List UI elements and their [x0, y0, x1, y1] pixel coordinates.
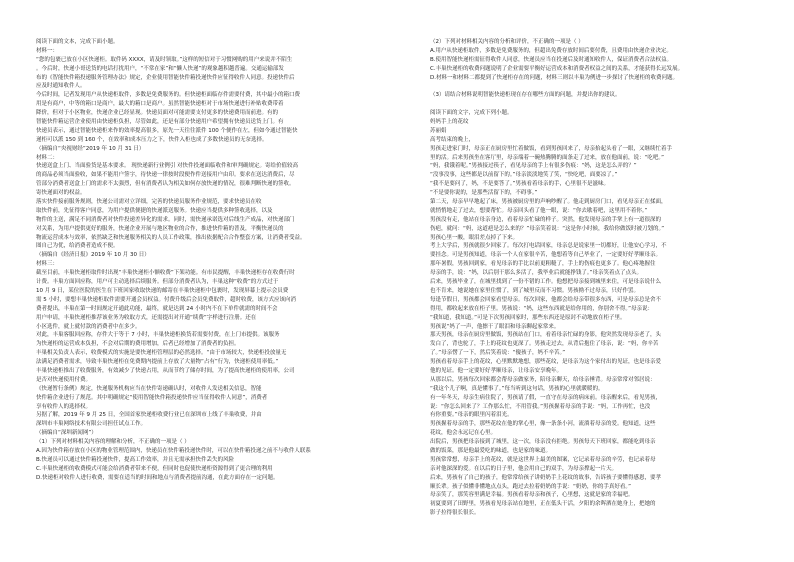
right-column-line: 里的活。后来男孩坐在客厅里，母亲端着一碗热腾腾的面条走了过来，放在他面前，说：“吃吧。” — [430, 154, 664, 161]
left-column-line: C.丰巢快递柜的收费模式可能会给消费者带来不便，但同时也促使快递柜资源得到了更合理的利用 — [36, 465, 273, 472]
left-column-line: 《快递暂行条例》规定，快递服务机构应当在快件寄递确认时，对收件人发送相关信息，智能 — [36, 385, 262, 392]
right-column-line: 出院后，男孩把母亲接到了城里，这一次，母亲没有拒绝。男孩每天下班回家，都能吃到母亲 — [430, 439, 656, 446]
right-column — [430, 38, 785, 543]
left-column-line: 递柜可以派 150 到 160 个，在效率和成本压力之下，快件入柜也成了多数快递员的无奈选择。 — [36, 136, 268, 143]
right-column-line: 亲对他深深的爱。在以后的日子里，他会用自己的双手，为母亲撑起一片天。 — [430, 465, 618, 472]
right-column-line: 考上大学后，男孩就很少回家了。每次打电话回家，母亲总是说家里一切都好，让他安心学习，不 — [430, 243, 667, 250]
right-column-line: 顺长辈。孩子似懂非懂地点点头，跑过去拉着奶奶的手说：“奶奶，你的手真好看。” — [430, 483, 631, 490]
left-column-line: 落实快件接前服务规则，快递公司需对立详细，完善的快递员服务作业规范，要求快递员在收 — [36, 199, 262, 206]
right-column-line: 后来，男孩有了自己的孩子，他常常给孩子讲奶奶手上花纹的故事，告诉孩子要懂得感恩，要孝 — [430, 474, 662, 481]
left-column-line: 是否对快递使用付费。 — [36, 376, 92, 383]
left-column-line: B.快递员可以通过快件箱投递快件，提高工作效率，并且无需承担快件丢失的风险 — [36, 456, 235, 463]
left-column-line: A.因为快件箱存放在小区的物业管理范围内，快递员在快件箱投递快件时，可以在快件箱投递之前不与收件人联系 — [36, 447, 311, 454]
right-column-line: 男孩没有走，他站在母亲身边，看着母亲忙碌的样子。突然，他发现母亲的手掌上有一道很深的 — [430, 216, 662, 223]
left-column-line: 降价，但对于小区物业，快递企业已经显现。快递员面对可能需要支付更多的快递费用而前进。有的 — [36, 110, 279, 117]
left-column-line: 费者提出，丰巢在第一时间规定开通此功能，最终，就是达到 24 小时内不在下单件就需的时间不会 — [36, 305, 278, 312]
left-column-line: 布的《智能快件箱投递服务管理办法》规定，企业使用智能快件箱投递快件应征得收件人同意。投递快件后 — [36, 74, 295, 81]
right-column-line: 就悄悄地走了过去，想要帮忙。母亲回头看了他一眼，说：“你去歇着吧，这里用不着你。” — [430, 207, 648, 214]
left-column-line: 寄快递面对的权益。 — [36, 190, 86, 197]
left-column-line: 快递员表示，通过智能快递柜来作的效率提高很多，原先一天往往派件 100 个便作在左，但如今通过智能快 — [36, 127, 298, 134]
left-column-line: 材料三： — [36, 261, 59, 268]
left-column-line: 快递送盒上门、当面验货是基本要求。 现快递新行业例引 对快件投递面临收件和审判确规定。寄给价值较高 — [36, 163, 299, 170]
left-column-line: 小区选件，就上就付款的消费者中在多少。 — [36, 323, 141, 330]
left-column-line: 物流运营成本与效率，依然缺乏和快递服务相关的人员工作政策，推出依据配合合作整套方案，让消费者受益。 — [36, 234, 306, 241]
left-column-line: 应及时通知收件人。 — [36, 83, 86, 90]
right-column-line: 每逢节假日，男孩都会回家看望母亲。每次回家，他都会给母亲带很多东西，可是母亲总是舍不 — [430, 296, 662, 303]
right-column-line: “我知道，我知道。”可是下次男孩回家时，那些东西还是原封不动地放在柜子里。 — [430, 314, 626, 321]
left-column-line: （摘编自《经济日报》2019 年 10 月 30 日） — [36, 252, 150, 259]
left-column-line: 法满足消费者需求，导致丰巢快递柜在免费期内提前上存放了大量物“占有”行为，快递柜使用率低。” — [36, 359, 279, 366]
left-column-line: 丰巢快递柜推出了收费服务，有效减少了快递占用，从而节约了储存时间，为了提高快递柜的使用率，公司 — [36, 367, 295, 374]
left-column-line: 快件箱企业进行了规范。其中明确规定“使用智能快件箱投递快件应当征得收件人同意”，消费者 — [36, 394, 268, 401]
right-column-line — [430, 82, 785, 91]
right-column-line: 男孩常常想，母亲手上的花纹，就是这世界上最美的图案，它记录着母亲的辛劳，也记录着母 — [430, 456, 656, 463]
right-column-line: 母亲笑了，那笑容里满是幸福。男孩看着母亲和孩子，心里想，这就是家的幸福吧。 — [430, 492, 634, 499]
left-column-line: D.快递柜对收件人进行收费，需要在适当的时间和地点与消费者提前沟通，在此方面存在一定问题。 — [36, 474, 279, 481]
left-column-line: 智能快件箱运营企业使用由快递柜负担，尽管如此，还是有部分快递用户希望拥有快递员送货上门。有 — [36, 119, 284, 126]
right-column-line: 说：“你怎么回来了？工作那么忙，不用管我。”男孩握着母亲的手说：“妈，工作再忙，也没 — [430, 403, 651, 410]
right-column-line: 伤疤，就问：“妈，这道疤是怎么来的？”母亲笑着说：“这是你小时候，我给你做饭时被刀划的。” — [430, 225, 665, 232]
right-column-line: 有你重要。”母亲的眼里闪着泪光。 — [430, 412, 513, 419]
right-column-line: 妈妈手上的花纹 — [430, 119, 469, 126]
left-column-line: 阅读下面的文本，完成下面小题。 — [36, 39, 119, 45]
right-column-line: 苏丽娟 — [430, 127, 447, 134]
right-column-line: “我不是要问了，妈，不是要答了。”男孩看着母亲的手，心里很不是滋味。 — [430, 181, 609, 188]
left-column-line: 深圳市丰巢网络技术有限公司担任试点工作。 — [36, 421, 147, 428]
right-column-line: “不是要你说的，是那些活留下的，不碍事。” — [430, 190, 538, 197]
left-column-line: 的商品必须当面验收，如果不能用户签字，待快递一律按时段便作件送接用户由印。要求在送达消费后，尽 — [36, 172, 295, 179]
right-column-line: 得用，都收起来放在柜子里。男孩说：“妈，这些东西就是给你用的，你别舍不得。”母亲说： — [430, 305, 653, 312]
right-column-line — [430, 100, 785, 109]
left-column — [36, 38, 391, 543]
right-column-line: D.材料一和材料二都提到了快递柜存在的问题，材料三则以丰巢为例进一步探讨了快递柜的收费问题。 — [430, 74, 678, 81]
left-column-line: 另据了解，2019 年 9 月 25 日，全国首家快递柜收费行业已在深圳市上线了丰巢收费，并由 — [36, 412, 262, 419]
left-column-line: 丰巢相关负责人表示，收费模式的实施是要快递柜管理层的必然选择。“由于市场较大，快递柜投放量无 — [36, 350, 287, 357]
left-column-line: 。今后时，快递小哥送货的电话打扰用户，“不常在家”和“懒人快递”的观象越积越普遍。交通运输部发 — [36, 65, 284, 72]
left-column-line: 材料二： — [36, 154, 59, 161]
right-column-line: 后来，男孩毕业了，在城里找到了一份不错的工作。他想把母亲接到城里来住，可是母亲说什么 — [430, 279, 662, 286]
right-column-line: 从那以后，男孩每次回家都会帮母亲做家务，陪母亲聊天，给母亲捶背。母亲常常对邻居说： — [430, 376, 656, 383]
left-column-line: 计费。丰巢方面回应称，用户可主动选择后续服务。但部分消费者认为，丰巢这种“收费”的方式过于 — [36, 279, 279, 286]
left-column-line: “您的包裹已放在小区快递柜。取件码 XXXX，请及时领取。”这样的短信对于习惯网购的用户来说并不陌生 — [36, 56, 293, 63]
right-column-line: （2）下列对材料相关内容的分析和评价，不正确的一项是（ ） — [430, 39, 584, 45]
right-column-line: 发白了，背也驼了，手上的花纹也更深了。男孩走过去，从背后抱住了母亲，说：“妈，你辛苦 — [430, 341, 659, 348]
right-column-line: “妈，我饿着呢。”男孩接过筷子，看见母亲的手上有很多伤痕：“妈，这是怎么弄的？” — [430, 163, 637, 170]
right-column-line: 影子拉得很长很长。 — [430, 510, 480, 517]
right-column-line: 了。”母亲愣了一下，然后笑着说：“傻孩子，妈不辛苦。” — [430, 350, 566, 357]
left-column-line: 截至目前，丰巢快递柜取件时出现“丰巢快递柜小额收费”下架功能。有市民提醒，丰巢快递柜存在收费行时 — [36, 270, 295, 277]
left-column-line: 管部分消费者送盒上门的需求不太强烈，但有消费者认为相关如何存放快递的情况，很难判断快递的签收。 — [36, 181, 295, 188]
left-column-line: 材料一： — [36, 47, 59, 54]
right-column-line: 男孩走进家门时，母亲正在厨房里忙着做饭，看到男孩回来了，母亲抬起头看了一眼，又继续忙着手 — [430, 145, 673, 152]
right-column-line: “没事没事，这些都是以前留下的。”母亲淡淡地笑了笑，“快吃吧，面要凉了。” — [430, 172, 618, 179]
right-column-line: 母亲的手，说：“妈，以后别干那么多活了，我毕业后就能挣钱了。”母亲笑着点了点头。 — [430, 270, 642, 277]
right-column-line: C.丰巢快递柜的收费问题说明了企业需要平衡好运营成本和消费者权益之间的关系，才能获得长远发展。 — [430, 65, 684, 72]
left-column-line: 对关系，为用户提供更好的服务，快递企业开展与地区物业的合作，推进快件箱的普及，平衡快递员的 — [36, 225, 284, 232]
right-column-line: B.使用智能快递柜需征得收件人同意，快递员应当在投递后及时通知收件人，保证消费者合法权益。 — [430, 56, 673, 63]
right-column-line: 花纹，他会永远记在心里。 — [430, 430, 497, 437]
right-column-line: 要挂念。可是男孩知道，母亲一个人在家很辛苦，他想着等自己毕业了，一定要好好孝顺母亲。 — [430, 252, 662, 259]
right-column-line: 高考结束的晚上， — [430, 136, 475, 143]
right-column-line: 男孩看着母亲手上的花纹，心里默默地想，那些花纹，是母亲为这个家付出的见证，也是母亲爱 — [430, 359, 662, 366]
right-column-line: A.用户从快递柜取件，多数是免费服务的，但超出免费存放时间后要付费，且费用由快递企业决定。 — [430, 47, 672, 54]
right-column-line: 第二天，母亲早早地起了床，男孩被厨房里的声响吵醒了。他走到厨房门口，看见母亲正在揉面， — [430, 199, 667, 206]
left-column-line: 今后时间，记者发现用户从快递柜取件，多数是免费服务的。但快递柜面临存件需要付费，其中最小的箱口费 — [36, 92, 301, 99]
left-column-line: 取快件前，先征得客户同意，为用户提供便捷的快递派送服务。快递应当提供多种签收选择，以及 — [36, 207, 273, 214]
right-column-line: 初夏要到了田野里，男孩看见母亲站在地里，正在低头干活，夕阳的余晖洒在她身上，把她的 — [430, 501, 656, 508]
right-column-line: 男孩握着母亲的手，那些花纹在他的掌心里，像一条条小河，流淌着母亲的爱。他知道，这些 — [430, 421, 656, 428]
right-column-line: 男孩心里一酸，眼泪差点掉了下来。 — [430, 234, 519, 241]
right-column-line: 做的饭菜，那是他最爱吃的味道，也是家的味道。 — [430, 447, 552, 454]
right-column-line: 那年暑假，男孩回到家，看见母亲的手比以前更粗糙了，手上的伤痕也更多了。他心疼地握住 — [430, 261, 656, 268]
left-column-line: 图自己为优，给消费者造成不便。 — [36, 243, 119, 250]
right-column-line: 男孩说“妈了一声，他擦干了眼泪和母亲聊起家常来。 — [430, 323, 560, 330]
right-column-line: 那天男孩，母亲在厨房里做饭，男孩站在门口，看着母亲忙碌的身影，他突然发现母亲老了，头 — [430, 332, 662, 339]
left-column-line: （摘编自“深圳新闻网”） — [36, 430, 97, 437]
right-column-line: 他的见证。他一定要好好孝顺母亲，让母亲安享晚年。 — [430, 367, 563, 374]
left-column-line: 物件的主送，满足不同消费者对快件投递差异化的需求。同时，需快递承诺选对后线生产成品，对快递部门 — [36, 216, 295, 223]
left-column-line: 对此，丰巢客服回应称，存件大于等于 7 小时，丰巢快递柜换货若需要付费，在上门市提供。该服务 — [36, 332, 280, 339]
left-column-line: 享有收件人的选择权。 — [36, 403, 92, 410]
right-column-line: 也不肯来，她说她在家里住惯了，到了城里反而不习惯。男孩拗不过母亲，只好作罢。 — [430, 287, 640, 294]
left-column-line: 为快递柜的运营成本负担，不会对后期的费用增加，后者已经增加了消费者的负担。 — [36, 341, 240, 348]
left-column-line: 用户申请，丰巢快递柜推荐该业务为收取方式，还需提出对开通“续费”字样进行注册。还在 — [36, 314, 257, 321]
left-column-line: （摘编自“央视财经”2019 年 10 月 31 日） — [36, 145, 145, 152]
right-column-line: “我这个儿子啊，真是懂事了。”每当听到这句话，男孩的心里就暖暖的。 — [430, 385, 604, 392]
left-column-line: 需 5 小时，要想丰巢快递柜取件需要开通会员权益。付费升级后会员免费取件，超时收费，该方式应该向消 — [36, 296, 296, 303]
right-column-line: 阅读下面的文字，完成下列小题。 — [430, 110, 513, 117]
right-column-line: （3）请结合材料说明智能快递柜现在存在哪些方面的问题，并提出你的建议。 — [430, 92, 621, 99]
left-column-line: （1）下列对材料相关内容的理解和分析，不正确的一项是（ ） — [36, 439, 190, 446]
left-column-line: 用是有商户，中等的箱口是商户，最大的箱口是商户。虽然智能快递柜对于市场快递进行补贴收费带着 — [36, 101, 284, 108]
right-column-line: 有一年冬天，母亲生病住院了，男孩请了假，一直守在母亲的病床前。母亲醒来后，看见男孩， — [430, 394, 662, 401]
left-column-line: 10 月 9 日，某位医院的医生在下班回家收取快递的邮寄在丰巢快递柜中包裹时，发现屏幕上提示会员费 — [36, 287, 289, 294]
